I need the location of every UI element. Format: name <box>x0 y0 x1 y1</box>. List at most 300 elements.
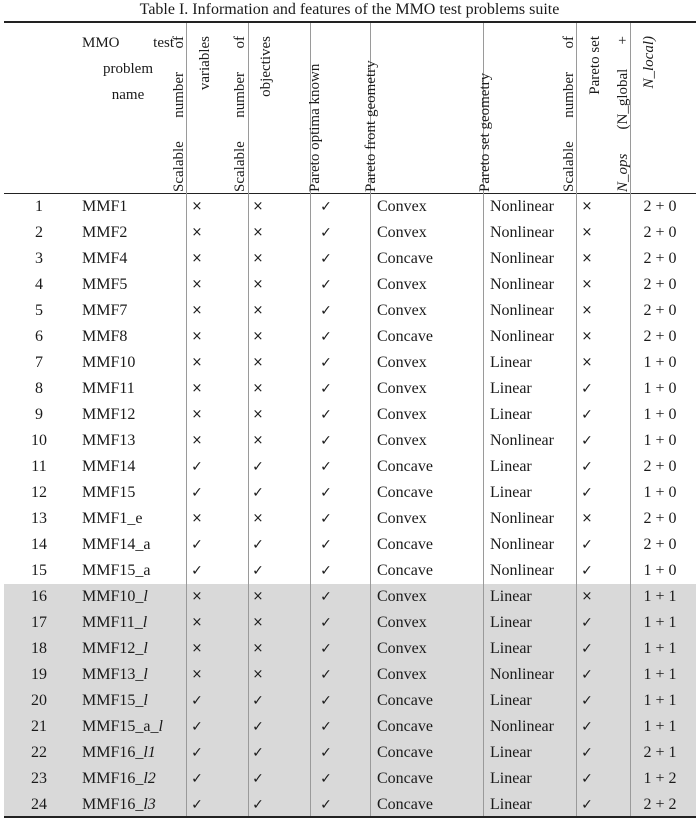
check-icon: ✓ <box>191 485 203 501</box>
table-caption: Table I. Information and features of the MMO test problems suite <box>139 1 560 18</box>
problem-name-base: MMF5 <box>82 276 128 293</box>
check-icon: ✓ <box>252 797 264 813</box>
check-icon: ✓ <box>581 537 593 553</box>
header-text: variables <box>197 36 213 91</box>
n-ops-cell: 1 + 2 <box>643 770 677 787</box>
problem-name <box>82 194 127 220</box>
problem-name-base: MMF12_ <box>82 640 144 657</box>
pareto-front-geometry-cell: Concave <box>377 458 433 475</box>
problem-name <box>82 532 150 558</box>
n-ops-cell: 2 + 0 <box>643 224 677 241</box>
row-index: 23 <box>31 770 47 787</box>
problem-name-base: MMF4 <box>82 250 128 267</box>
table-row <box>4 792 696 818</box>
pareto-front-geometry-cell: Concave <box>377 484 433 501</box>
pareto-set-geometry-cell: Linear <box>490 354 532 371</box>
problem-name-suffix: l <box>143 588 148 605</box>
check-icon: ✓ <box>252 719 264 735</box>
row-index: 8 <box>35 380 43 397</box>
row-index: 15 <box>31 562 47 579</box>
check-icon: ✓ <box>191 719 203 735</box>
check-icon: ✓ <box>252 537 264 553</box>
row-index: 9 <box>35 406 43 423</box>
check-icon: ✓ <box>320 719 332 735</box>
n-ops-cell: 2 + 0 <box>643 458 677 475</box>
check-icon: ✓ <box>581 563 593 579</box>
table-row <box>4 454 696 480</box>
header-text: Pareto front geometry <box>363 60 379 192</box>
check-icon: ✓ <box>191 693 203 709</box>
row-index: 4 <box>35 276 43 293</box>
row-index: 5 <box>35 302 43 319</box>
problem-name-base: MMF16_ <box>82 770 144 787</box>
check-icon: ✓ <box>320 199 332 215</box>
problem-name-base: MMF15_ <box>82 692 144 709</box>
check-icon: ✓ <box>320 615 332 631</box>
problem-name <box>82 376 135 402</box>
cross-icon: × <box>581 251 593 266</box>
table-row <box>4 766 696 792</box>
pareto-front-geometry-cell: Convex <box>377 510 427 527</box>
problem-name-base: MMF10 <box>82 354 136 371</box>
problem-name <box>82 662 148 688</box>
problem-name <box>82 454 135 480</box>
header-text: MMO <box>82 35 120 51</box>
problem-name-base: MMF14_a <box>82 536 151 553</box>
problem-name-base: MMF8 <box>82 328 128 345</box>
problem-name-suffix: l3 <box>143 796 156 813</box>
header-text: problem <box>103 61 153 77</box>
problem-name-suffix: l1 <box>143 744 156 761</box>
pareto-front-geometry-cell: Concave <box>377 718 433 735</box>
check-icon: ✓ <box>581 485 593 501</box>
cross-icon: × <box>252 407 264 422</box>
pareto-set-geometry-cell: Nonlinear <box>490 250 554 267</box>
row-index: 18 <box>31 640 47 657</box>
pareto-set-geometry-cell: Nonlinear <box>490 510 554 527</box>
header-scalable-objectives <box>227 36 279 192</box>
table-row <box>4 506 696 532</box>
cross-icon: × <box>191 407 203 422</box>
row-index: 10 <box>31 432 47 449</box>
cross-icon: × <box>581 225 593 240</box>
cross-icon: × <box>581 303 593 318</box>
top-rule <box>4 21 696 23</box>
cross-icon: × <box>191 641 203 656</box>
cross-icon: × <box>581 355 593 370</box>
check-icon: ✓ <box>320 641 332 657</box>
check-icon: ✓ <box>320 251 332 267</box>
row-index: 20 <box>31 692 47 709</box>
pareto-front-geometry-cell: Convex <box>377 432 427 449</box>
cross-icon: × <box>191 381 203 396</box>
cross-icon: × <box>191 355 203 370</box>
cross-icon: × <box>191 329 203 344</box>
table-row <box>4 532 696 558</box>
header-text: number <box>171 71 187 118</box>
pareto-set-geometry-cell: Linear <box>490 484 532 501</box>
n-ops-cell: 1 + 0 <box>643 562 677 579</box>
pareto-front-geometry-cell: Convex <box>377 614 427 631</box>
problem-name <box>82 688 148 714</box>
pareto-set-geometry-cell: Nonlinear <box>490 666 554 683</box>
n-ops-cell: 1 + 0 <box>643 354 677 371</box>
n-ops-cell: 2 + 0 <box>643 536 677 553</box>
cross-icon: × <box>191 667 203 682</box>
header-text: of <box>232 36 248 49</box>
problem-name-base: MMF2 <box>82 224 128 241</box>
cross-icon: × <box>252 329 264 344</box>
table-row <box>4 246 696 272</box>
row-index: 3 <box>35 250 43 267</box>
check-icon: ✓ <box>581 381 593 397</box>
problem-name <box>82 792 156 818</box>
pareto-front-geometry-cell: Concave <box>377 770 433 787</box>
check-icon: ✓ <box>581 745 593 761</box>
n-ops-cell: 2 + 0 <box>643 250 677 267</box>
cross-icon: × <box>581 511 593 526</box>
check-icon: ✓ <box>191 537 203 553</box>
pareto-set-geometry-cell: Linear <box>490 796 532 813</box>
cross-icon: × <box>252 511 264 526</box>
pareto-front-geometry-cell: Convex <box>377 380 427 397</box>
pareto-front-geometry-cell: Convex <box>377 198 427 215</box>
cross-icon: × <box>252 303 264 318</box>
check-icon: ✓ <box>320 537 332 553</box>
check-icon: ✓ <box>252 485 264 501</box>
table-row <box>4 636 696 662</box>
check-icon: ✓ <box>320 797 332 813</box>
cross-icon: × <box>191 589 203 604</box>
check-icon: ✓ <box>581 719 593 735</box>
check-icon: ✓ <box>581 433 593 449</box>
check-icon: ✓ <box>320 303 332 319</box>
table-row <box>4 428 696 454</box>
header-pareto-front-geometry <box>358 32 384 192</box>
check-icon: ✓ <box>581 797 593 813</box>
row-index: 16 <box>31 588 47 605</box>
row-index: 13 <box>31 510 47 527</box>
problem-name-suffix: l <box>142 614 148 631</box>
header-problem-name <box>82 30 174 108</box>
check-icon: ✓ <box>191 745 203 761</box>
problem-name <box>82 584 148 610</box>
table-row <box>4 740 696 766</box>
check-icon: ✓ <box>581 615 593 631</box>
cross-icon: × <box>252 667 264 682</box>
problem-name <box>82 558 150 584</box>
header-text: + <box>615 36 631 45</box>
check-icon: ✓ <box>252 459 264 475</box>
pareto-front-geometry-cell: Convex <box>377 640 427 657</box>
table-row <box>4 220 696 246</box>
table-row <box>4 376 696 402</box>
n-ops-cell: 1 + 1 <box>643 666 677 683</box>
check-icon: ✓ <box>320 667 332 683</box>
problem-name <box>82 506 142 532</box>
pareto-set-geometry-cell: Linear <box>490 770 532 787</box>
check-icon: ✓ <box>191 459 203 475</box>
cross-icon: × <box>252 355 264 370</box>
check-icon: ✓ <box>581 771 593 787</box>
row-index: 19 <box>31 666 47 683</box>
table-row <box>4 688 696 714</box>
table-row <box>4 480 696 506</box>
pareto-front-geometry-cell: Convex <box>377 302 427 319</box>
problem-name <box>82 402 135 428</box>
pareto-front-geometry-cell: Convex <box>377 588 427 605</box>
pareto-set-geometry-cell: Nonlinear <box>490 302 554 319</box>
cross-icon: × <box>191 225 203 240</box>
pareto-set-geometry-cell: Nonlinear <box>490 198 554 215</box>
check-icon: ✓ <box>191 771 203 787</box>
problem-name <box>82 714 163 740</box>
problem-name <box>82 636 148 662</box>
cross-icon: × <box>252 433 264 448</box>
pareto-front-geometry-cell: Concave <box>377 796 433 813</box>
n-ops-cell: 1 + 0 <box>643 380 677 397</box>
cross-icon: × <box>252 251 264 266</box>
table-row <box>4 558 696 584</box>
header-pareto-set-geometry <box>472 32 498 192</box>
problem-name <box>82 740 156 766</box>
problem-name-base: MMF11 <box>82 380 135 397</box>
cross-icon: × <box>581 589 593 604</box>
pareto-front-geometry-cell: Concave <box>377 562 433 579</box>
table-row <box>4 194 696 220</box>
check-icon: ✓ <box>191 797 203 813</box>
pareto-set-geometry-cell: Nonlinear <box>490 328 554 345</box>
pareto-front-geometry-cell: Concave <box>377 328 433 345</box>
problem-name <box>82 324 127 350</box>
table-row <box>4 610 696 636</box>
check-icon: ✓ <box>320 355 332 371</box>
pareto-front-geometry-cell: Convex <box>377 666 427 683</box>
check-icon: ✓ <box>581 693 593 709</box>
problem-name-suffix: l <box>143 692 148 709</box>
row-index: 7 <box>35 354 43 371</box>
header-text: Scalable <box>561 141 577 192</box>
cross-icon: × <box>191 251 203 266</box>
header-text: test <box>153 35 174 51</box>
n-ops-cell: 1 + 1 <box>643 718 677 735</box>
pareto-set-geometry-cell: Linear <box>490 744 532 761</box>
table-row <box>4 662 696 688</box>
check-icon: ✓ <box>581 459 593 475</box>
check-icon: ✓ <box>320 433 332 449</box>
n-ops-cell: 2 + 2 <box>643 796 677 813</box>
problem-name-base: MMF16_ <box>82 796 144 813</box>
check-icon: ✓ <box>320 771 332 787</box>
check-icon: ✓ <box>320 589 332 605</box>
cross-icon: × <box>191 303 203 318</box>
pareto-front-geometry-cell: Convex <box>377 276 427 293</box>
pareto-front-geometry-cell: Concave <box>377 536 433 553</box>
check-icon: ✓ <box>320 563 332 579</box>
pareto-set-geometry-cell: Nonlinear <box>490 718 554 735</box>
cross-icon: × <box>252 381 264 396</box>
header-text: Pareto set <box>587 36 603 95</box>
pareto-front-geometry-cell: Convex <box>377 224 427 241</box>
header-text: Pareto optima known <box>307 63 323 192</box>
table-row <box>4 350 696 376</box>
problem-name-base: MMF1 <box>82 198 128 215</box>
check-icon: ✓ <box>252 745 264 761</box>
problem-name-suffix: l2 <box>143 770 156 787</box>
problem-name-suffix: l <box>143 666 148 683</box>
cross-icon: × <box>252 199 264 214</box>
pareto-set-geometry-cell: Linear <box>490 458 532 475</box>
cross-icon: × <box>191 277 203 292</box>
header-text: objectives <box>258 36 274 97</box>
n-ops-cell: 2 + 0 <box>643 276 677 293</box>
check-icon: ✓ <box>191 563 203 579</box>
cross-icon: × <box>191 199 203 214</box>
problem-name <box>82 298 127 324</box>
check-icon: ✓ <box>320 693 332 709</box>
row-index: 22 <box>31 744 47 761</box>
problem-name <box>82 220 127 246</box>
problem-name-base: MMF13 <box>82 432 136 449</box>
cross-icon: × <box>252 277 264 292</box>
problem-name <box>82 610 147 636</box>
pareto-set-geometry-cell: Nonlinear <box>490 224 554 241</box>
n-ops-cell: 1 + 0 <box>643 484 677 501</box>
table-row <box>4 272 696 298</box>
n-ops-cell: 2 + 1 <box>643 744 677 761</box>
check-icon: ✓ <box>320 407 332 423</box>
pareto-set-geometry-cell: Linear <box>490 614 532 631</box>
pareto-front-geometry-cell: Concave <box>377 250 433 267</box>
check-icon: ✓ <box>252 563 264 579</box>
row-index: 6 <box>35 328 43 345</box>
pareto-front-geometry-cell: Concave <box>377 744 433 761</box>
pareto-set-geometry-cell: Linear <box>490 692 532 709</box>
check-icon: ✓ <box>252 771 264 787</box>
problem-name-base: MMF7 <box>82 302 128 319</box>
problem-name-base: MMF12 <box>82 406 136 423</box>
n-ops-cell: 1 + 1 <box>643 640 677 657</box>
problem-name-base: MMF10_ <box>82 588 144 605</box>
header-text: Scalable <box>232 141 248 192</box>
check-icon: ✓ <box>320 485 332 501</box>
header-pareto-optima-known <box>302 32 328 192</box>
problem-name-base: MMF11_ <box>82 614 143 631</box>
pareto-set-geometry-cell: Linear <box>490 380 532 397</box>
n-ops-cell: 1 + 1 <box>643 614 677 631</box>
row-index: 11 <box>31 458 47 475</box>
problem-name-base: MMF15_a <box>82 562 151 579</box>
cross-icon: × <box>191 511 203 526</box>
check-icon: ✓ <box>581 667 593 683</box>
header-text: N_ops <box>615 153 631 192</box>
check-icon: ✓ <box>320 459 332 475</box>
pareto-set-geometry-cell: Nonlinear <box>490 432 554 449</box>
header-text: number <box>561 71 577 118</box>
problem-name-base: MMF15_a_ <box>82 718 159 735</box>
row-index: 2 <box>35 224 43 241</box>
header-text: Scalable <box>171 141 187 192</box>
pareto-set-geometry-cell: Linear <box>490 588 532 605</box>
problem-name <box>82 350 135 376</box>
problem-name <box>82 766 156 792</box>
cross-icon: × <box>252 615 264 630</box>
check-icon: ✓ <box>581 641 593 657</box>
header-scalable-pareto-set <box>556 36 608 192</box>
cross-icon: × <box>581 277 593 292</box>
header-text: of <box>171 36 187 49</box>
n-ops-cell: 2 + 0 <box>643 328 677 345</box>
problem-name <box>82 272 127 298</box>
table-row <box>4 324 696 350</box>
pareto-front-geometry-cell: Concave <box>377 692 433 709</box>
row-index: 14 <box>31 536 47 553</box>
n-ops-cell: 1 + 1 <box>643 588 677 605</box>
problem-name-base: MMF16_ <box>82 744 144 761</box>
table-row <box>4 298 696 324</box>
row-index: 24 <box>31 796 47 813</box>
table-row <box>4 714 696 740</box>
problem-name <box>82 480 135 506</box>
header-text: Pareto set geometry <box>477 72 493 192</box>
n-ops-cell: 2 + 0 <box>643 198 677 215</box>
pareto-front-geometry-cell: Convex <box>377 354 427 371</box>
header-text: N_local) <box>641 36 657 89</box>
n-ops-cell: 1 + 1 <box>643 692 677 709</box>
pareto-set-geometry-cell: Linear <box>490 640 532 657</box>
table-row <box>4 402 696 428</box>
problem-name-suffix: l <box>143 640 148 657</box>
header-text: name <box>111 87 145 103</box>
cross-icon: × <box>252 589 264 604</box>
n-ops-cell: 2 + 0 <box>643 510 677 527</box>
check-icon: ✓ <box>320 277 332 293</box>
check-icon: ✓ <box>320 381 332 397</box>
n-ops-cell: 1 + 0 <box>643 406 677 423</box>
check-icon: ✓ <box>581 407 593 423</box>
check-icon: ✓ <box>320 329 332 345</box>
pareto-set-geometry-cell: Nonlinear <box>490 562 554 579</box>
problem-name-base: MMF13_ <box>82 666 144 683</box>
pareto-front-geometry-cell: Convex <box>377 406 427 423</box>
header-scalable-variables <box>166 36 218 192</box>
cross-icon: × <box>581 329 593 344</box>
problem-name-base: MMF1_e <box>82 510 143 527</box>
row-index: 1 <box>35 198 43 215</box>
pareto-set-geometry-cell: Linear <box>490 406 532 423</box>
check-icon: ✓ <box>320 511 332 527</box>
header-n-ops <box>610 36 662 192</box>
n-ops-cell: 2 + 0 <box>643 302 677 319</box>
table-row <box>4 584 696 610</box>
row-index: 17 <box>31 614 47 631</box>
cross-icon: × <box>581 199 593 214</box>
row-index: 12 <box>31 484 47 501</box>
cross-icon: × <box>191 433 203 448</box>
row-index: 21 <box>31 718 47 735</box>
problem-name-base: MMF14 <box>82 458 136 475</box>
cross-icon: × <box>252 225 264 240</box>
check-icon: ✓ <box>320 745 332 761</box>
n-ops-cell: 1 + 0 <box>643 432 677 449</box>
check-icon: ✓ <box>320 225 332 241</box>
pareto-set-geometry-cell: Nonlinear <box>490 276 554 293</box>
pareto-set-geometry-cell: Nonlinear <box>490 536 554 553</box>
problem-name <box>82 428 135 454</box>
check-icon: ✓ <box>252 693 264 709</box>
problem-name-suffix: l <box>158 718 163 735</box>
header-text: of <box>561 36 577 49</box>
